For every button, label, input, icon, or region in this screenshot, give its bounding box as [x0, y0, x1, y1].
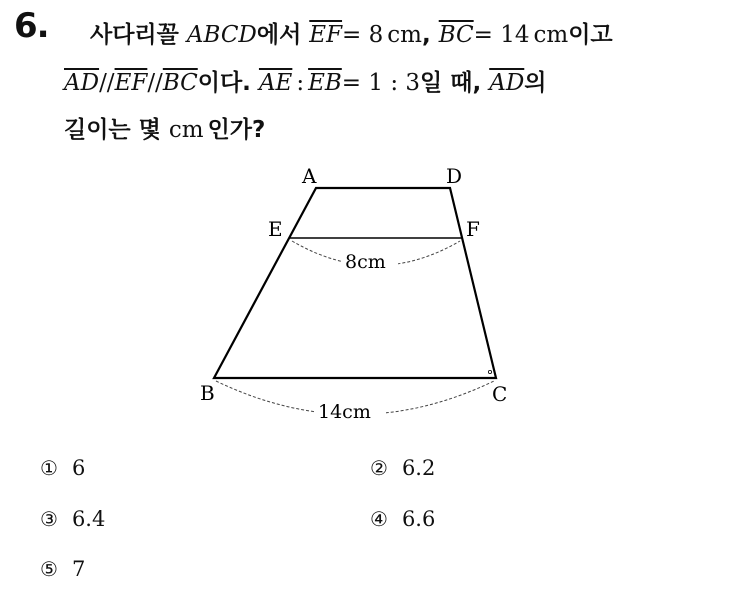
- text-length-how-many: 길이는 몇: [64, 117, 161, 143]
- option-5-marker: ⑤: [40, 557, 58, 581]
- option-3-marker: ③: [40, 507, 58, 531]
- segment-ae: $\overline{AE}$: [258, 70, 293, 96]
- option-2-marker: ②: [370, 456, 388, 480]
- label-e: E: [268, 217, 283, 241]
- parallel-1: //: [99, 70, 115, 96]
- segment-bc: $\overline{BC}$: [438, 22, 474, 48]
- segment-bc-2: $\overline{BC}$: [162, 70, 198, 96]
- option-2[interactable]: [370, 456, 435, 480]
- text-ida: 이다.: [197, 70, 251, 96]
- option-4-value: 6.6: [401, 507, 436, 531]
- option-4-marker: ④: [370, 507, 388, 531]
- question-number: 6.: [14, 6, 49, 46]
- corner-mark: [488, 370, 491, 373]
- unit-cm-1: cm: [387, 22, 422, 48]
- option-1-value: 6: [71, 456, 86, 480]
- segment-ad: $\overline{AD}$: [64, 70, 100, 96]
- label-bc-length: 14cm: [318, 401, 371, 423]
- option-3-value: 6.4: [71, 507, 106, 531]
- text-inga: 인가?: [207, 117, 266, 143]
- segment-eb: $\overline{EB}$: [308, 70, 342, 96]
- segment-ef: $\overline{EF}$: [309, 22, 343, 48]
- text-eq-8: = 8: [342, 22, 384, 48]
- parallel-2: //: [147, 70, 163, 96]
- segment-ef-2: $\overline{EF}$: [114, 70, 148, 96]
- label-d: D: [446, 164, 463, 188]
- option-5-value: 7: [71, 557, 86, 581]
- label-f: F: [466, 217, 480, 241]
- text-abcd: ABCD: [186, 22, 257, 48]
- unit-cm-2: cm: [533, 22, 569, 48]
- option-5[interactable]: [40, 557, 85, 581]
- text-comma: ,: [421, 22, 431, 48]
- option-1-marker: ①: [40, 456, 58, 480]
- trapezoid-outline: [214, 188, 496, 378]
- text-eseo: 에서: [256, 22, 302, 48]
- label-b: B: [200, 381, 215, 405]
- segment-ad-2: $\overline{AD}$: [489, 70, 525, 96]
- option-4[interactable]: [370, 507, 435, 531]
- label-c: C: [492, 382, 508, 406]
- option-3[interactable]: [40, 507, 105, 531]
- text-trapezoid: 사다리꼴: [90, 22, 179, 48]
- text-ui: 의: [524, 70, 547, 96]
- text-igo: 이고: [568, 22, 613, 48]
- text-il-ttae: 일 때,: [420, 70, 482, 96]
- option-1[interactable]: [40, 456, 85, 480]
- text-ratio: = 1 : 3: [341, 70, 421, 96]
- label-a: A: [302, 164, 317, 188]
- option-2-value: 6.2: [401, 456, 436, 480]
- text-eq-14: = 14: [473, 22, 530, 48]
- unit-cm-3: cm: [168, 117, 204, 143]
- text-colon: :: [296, 70, 305, 96]
- label-ef-length: 8cm: [345, 251, 386, 273]
